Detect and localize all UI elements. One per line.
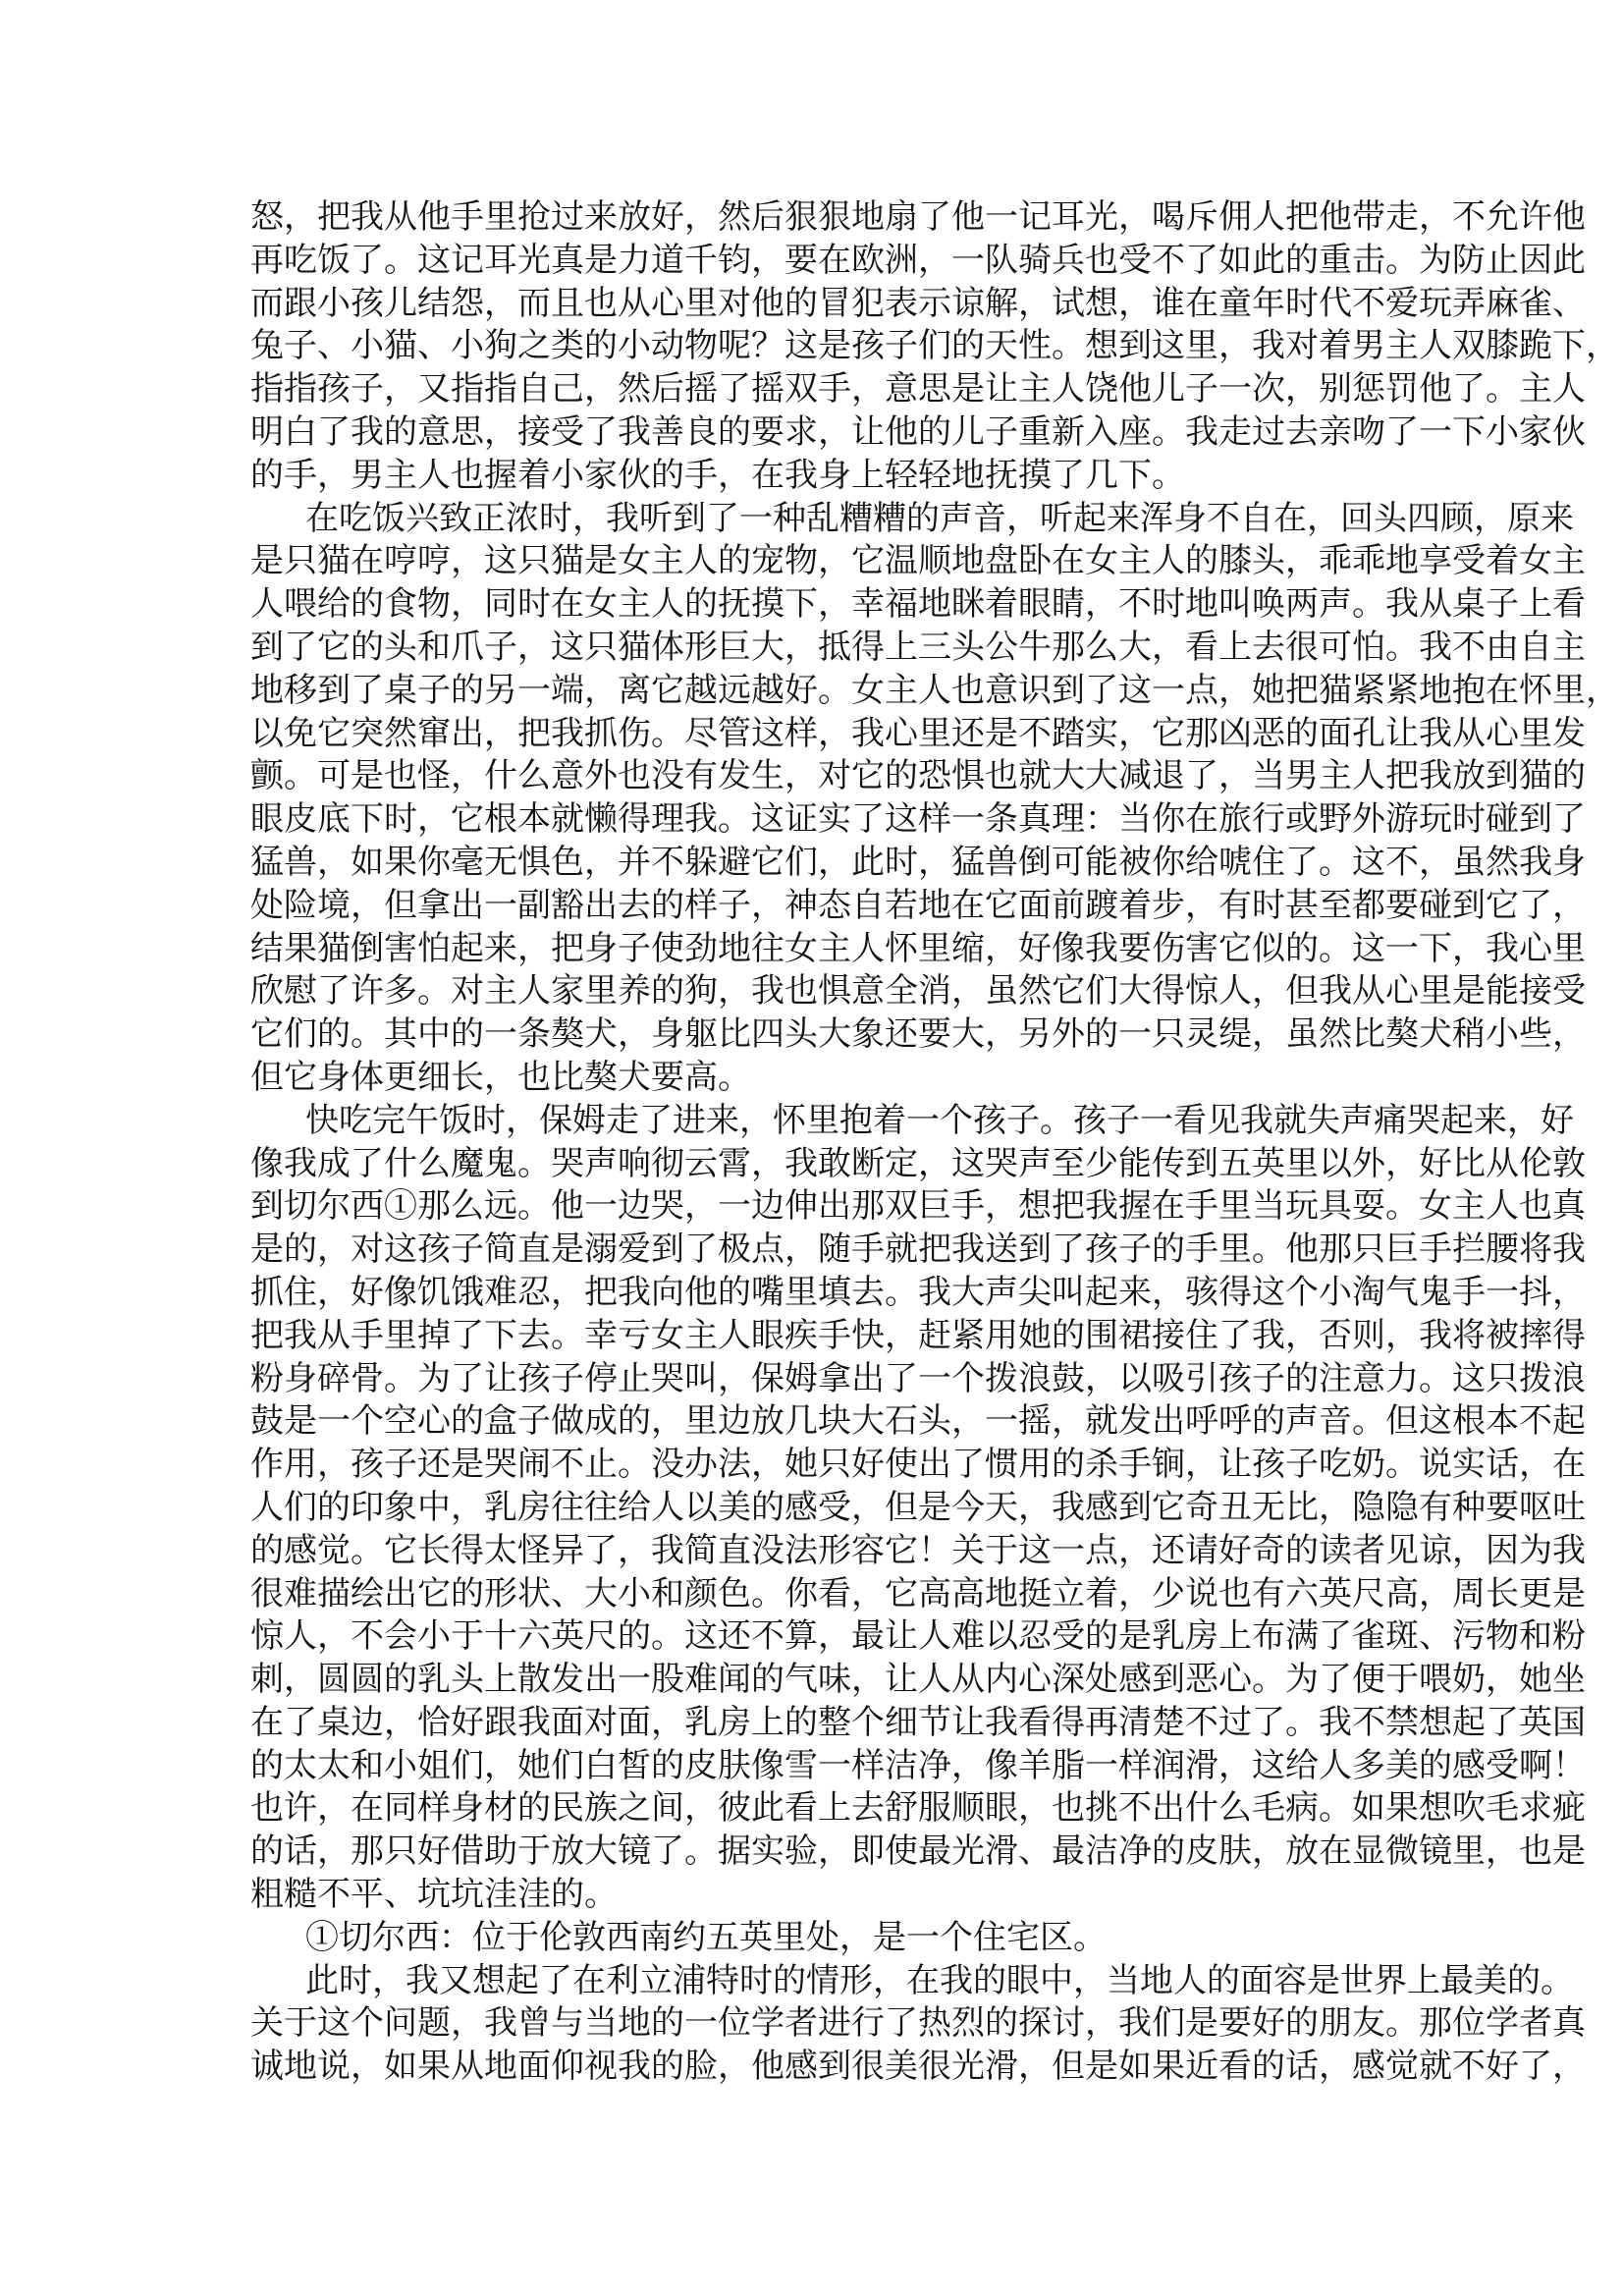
text-line: 此时，我又想起了在利立浦特时的情形，在我的眼中，当地人的面容是世界上最美的。	[305, 1960, 1574, 2000]
text-line: 人们的印象中，乳房往往给人以美的感受，但是今天，我感到它奇丑无比，隐隐有种要呕吐	[250, 1487, 1586, 1527]
text-line: 但它身体更细长，也比獒犬要高。	[250, 1057, 751, 1097]
text-line: 地移到了桌子的另一端，离它越远越好。女主人也意识到了这一点，她把猫紧紧地抱在怀里，	[250, 670, 1619, 710]
text-line: 粗糙不平、坑坑洼洼的。	[250, 1875, 618, 1915]
text-line: 它们的。其中的一条獒犬，身躯比四头大象还要大，另外的一只灵缇，虽然比獒犬稍小些，	[250, 1014, 1586, 1055]
text-line: 是只猫在哼哼，这只猫是女主人的宠物，它温顺地盘卧在女主人的膝头，乖乖地享受着女主	[250, 541, 1586, 581]
text-line: 在吃饭兴致正浓时，我听到了一种乱糟糟的声音，听起来浑身不自在，回头四顾，原来	[305, 498, 1574, 538]
text-line: 欣慰了许多。对主人家里养的狗，我也惧意全消，虽然它们大得惊人，但我从心里是能接受	[250, 971, 1586, 1011]
text-line: 到切尔西①那么远。他一边哭，一边伸出那双巨手，想把我握在手里当玩具耍。女主人也真	[250, 1186, 1586, 1227]
text-line: 快吃完午饭时，保姆走了进来，怀里抱着一个孩子。孩子一看见我就失声痛哭起来，好	[305, 1100, 1574, 1140]
text-line: 颤。可是也怪，什么意外也没有发生，对它的恐惧也就大大减退了，当男主人把我放到猫的	[250, 756, 1586, 796]
text-line: 也许，在同样身材的民族之间，彼此看上去舒服顺眼，也挑不出什么毛病。如果想吹毛求疵	[250, 1788, 1586, 1829]
text-line: 结果猫倒害怕起来，把身子使劲地往女主人怀里缩，好像我要伤害它似的。这一下，我心里	[250, 928, 1586, 968]
footnote	[250, 1917, 1386, 1960]
text-line: 诚地说，如果从地面仰视我的脸，他感到很美很光滑，但是如果近看的话，感觉就不好了，	[250, 2047, 1586, 2087]
text-line: 兔子、小猫、小狗之类的小动物呢？这是孩子们的天性。想到这里，我对着男主人双膝跪下，	[250, 326, 1619, 366]
document-body	[250, 196, 1619, 2089]
text-line: 在了桌边，恰好跟我面对面，乳房上的整个细节让我看得再清楚不过了。我不禁想起了英国	[250, 1702, 1586, 1742]
text-line: 而跟小孩儿结怨，而且也从心里对他的冒犯表示谅解，试想，谁在童年时代不爱玩弄麻雀、	[250, 283, 1586, 323]
text-line: ①切尔西：位于伦敦西南约五英里处，是一个住宅区。	[305, 1917, 1107, 1957]
text-line: 处险境，但拿出一副豁出去的样子，神态自若地在它面前踱着步，有时甚至都要碰到它了，	[250, 885, 1586, 925]
text-line: 把我从手里掉了下去。幸亏女主人眼疾手快，赶紧用她的围裙接住了我，否则，我将被摔得	[250, 1315, 1586, 1355]
text-line: 作用，孩子还是哭闹不止。没办法，她只好使出了惯用的杀手锏，让孩子吃奶。说实话，在	[250, 1445, 1586, 1485]
text-line: 的话，那只好借助于放大镜了。据实验，即使最光滑、最洁净的皮肤，放在显微镜里，也是	[250, 1831, 1586, 1872]
text-line: 刺，圆圆的乳头上散发出一股难闻的气味，让人从内心深处感到恶心。为了便于喂奶，她坐	[250, 1660, 1586, 1700]
text-line: 像我成了什么魔鬼。哭声响彻云霄，我敢断定，这哭声至少能传到五英里以外，好比从伦敦	[250, 1143, 1586, 1183]
paragraph-lilliput	[250, 1960, 1586, 2089]
text-line: 猛兽，如果你毫无惧色，并不躲避它们，此时，猛兽倒可能被你给唬住了。这不，虽然我身	[250, 842, 1586, 882]
text-line: 的感觉。它长得太怪异了，我简直没法形容它！关于这一点，还请好奇的读者见谅，因为我	[250, 1530, 1586, 1570]
text-line: 关于这个问题，我曾与当地的一位学者进行了热烈的探讨，我们是要好的朋友。那位学者真	[250, 2003, 1586, 2044]
text-line: 怒，把我从他手里抢过来放好，然后狠狠地扇了他一记耳光，喝斥佣人把他带走，不允许他	[250, 197, 1586, 237]
text-line: 的太太和小姐们，她们白皙的皮肤像雪一样洁净，像羊脂一样润滑，这给人多美的感受啊！	[250, 1745, 1586, 1785]
text-line: 是的，对这孩子简直是溺爱到了极点，随手就把我送到了孩子的手里。他那只巨手拦腰将我	[250, 1230, 1586, 1270]
text-line: 明白了我的意思，接受了我善良的要求，让他的儿子重新入座。我走过去亲吻了一下小家伙	[250, 411, 1586, 452]
text-line: 以免它突然窜出，把我抓伤。尽管这样，我心里还是不踏实，它那凶恶的面孔让我从心里发	[250, 713, 1586, 753]
text-line: 眼皮底下时，它根本就懒得理我。这证实了这样一条真理：当你在旅行或野外游玩时碰到了	[250, 799, 1586, 840]
paragraph-cat	[250, 498, 1619, 1100]
text-line: 指指孩子，又指指自己，然后摇了摇双手，意思是让主人饶他儿子一次，别惩罚他了。主人	[250, 369, 1586, 410]
text-line: 很难描绘出它的形状、大小和颜色。你看，它高高地挺立着，少说也有六英尺高，周长更是	[250, 1573, 1586, 1613]
text-line: 粉身碎骨。为了让孩子停止哭叫，保姆拿出了一个拨浪鼓，以吸引孩子的注意力。这只拨浪	[250, 1358, 1586, 1398]
paragraph-continuation	[250, 196, 1619, 498]
text-line: 鼓是一个空心的盒子做成的，里边放几块大石头，一摇，就发出呼呼的声音。但这根本不起	[250, 1401, 1586, 1442]
text-line: 惊人，不会小于十六英尺的。这还不算，最让人难以忍受的是乳房上布满了雀斑、污物和粉	[250, 1616, 1586, 1657]
text-line: 到了它的头和爪子，这只猫体形巨大，抵得上三头公牛那么大，看上去很可怕。我不由自主	[250, 627, 1586, 667]
text-line: 抓住，好像饥饿难忍，把我向他的嘴里填去。我大声尖叫起来，骇得这个小淘气鬼手一抖，	[250, 1272, 1586, 1312]
paragraph-baby	[250, 1100, 1586, 1917]
text-line: 再吃饭了。这记耳光真是力道千钧，要在欧洲，一队骑兵也受不了如此的重击。为防止因此	[250, 240, 1586, 280]
text-line: 的手，男主人也握着小家伙的手，在我身上轻轻地抚摸了几下。	[250, 455, 1185, 495]
text-line: 人喂给的食物，同时在女主人的抚摸下，幸福地眯着眼睛，不时地叫唤两声。我从桌子上看	[250, 584, 1586, 625]
